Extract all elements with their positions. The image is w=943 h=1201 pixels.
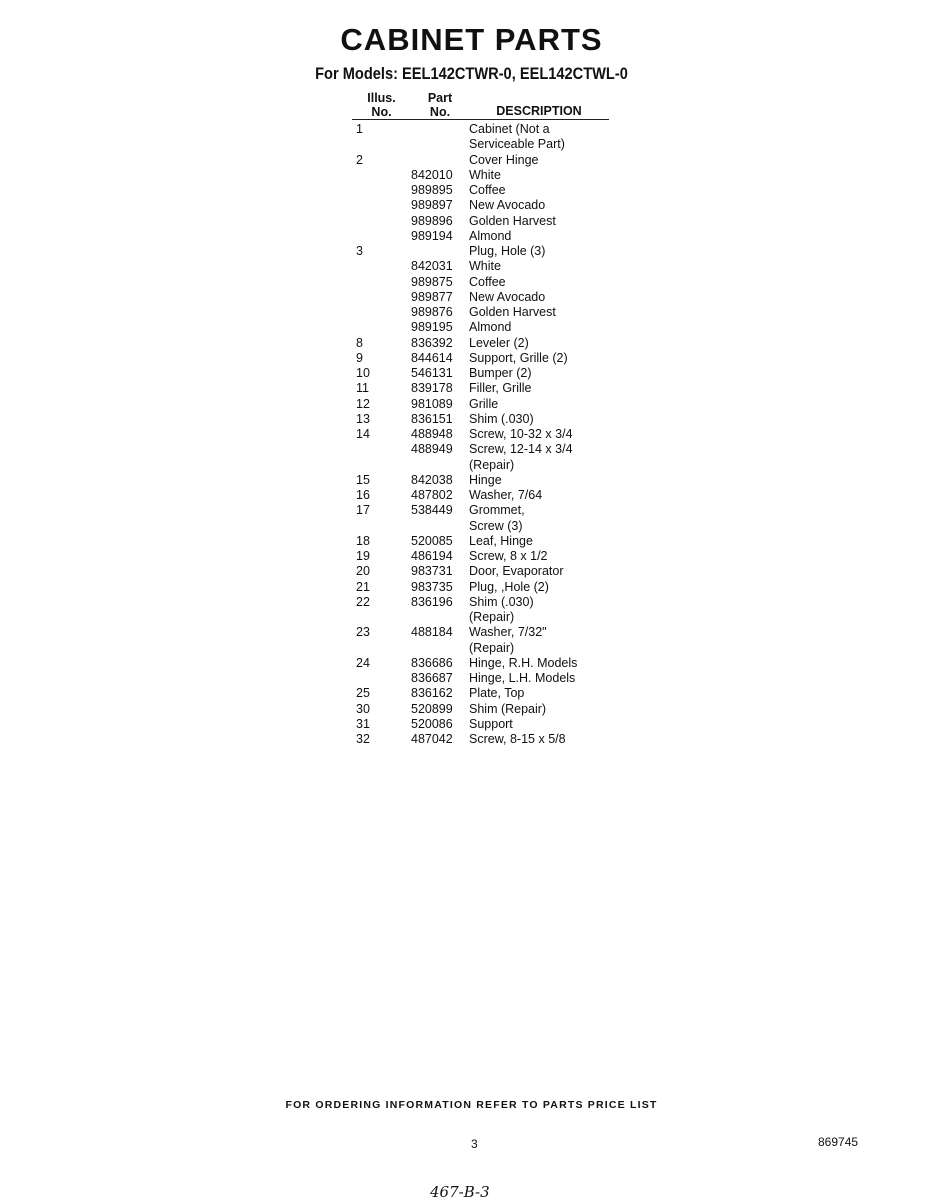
part-no-cell: 983731 — [411, 564, 453, 579]
part-no-cell: 842038 — [411, 472, 453, 487]
description-cell: Hinge — [469, 472, 502, 487]
illus-no-cell — [352, 168, 411, 183]
table-row — [352, 183, 609, 198]
description-cell: Plate, Top — [469, 686, 525, 701]
part-no-cell — [411, 153, 469, 168]
illus-no-cell: 12 — [356, 396, 370, 411]
description-cell: (Repair) — [469, 640, 515, 655]
table-row — [352, 549, 609, 564]
description-cell: Shim (Repair) — [469, 701, 547, 716]
illus-no-cell: 19 — [356, 549, 370, 563]
table-row — [352, 275, 609, 290]
page-title: CABINET PARTS — [340, 22, 603, 57]
description-cell: (Repair) — [469, 610, 515, 624]
description-cell: Cabinet (Not a — [469, 122, 550, 136]
part-no-cell: 989897 — [411, 198, 453, 213]
description-cell: Shim (.030) — [469, 411, 534, 426]
part-no-cell — [411, 519, 469, 534]
table-row — [352, 671, 609, 686]
illus-no-cell — [352, 458, 411, 473]
description-cell: Almond — [469, 228, 512, 243]
handwritten-note: 467-B-3 — [430, 1183, 490, 1201]
part-no-cell: 487802 — [411, 488, 453, 502]
description-cell: Door, Evaporator — [469, 564, 564, 579]
models-subtitle: For Models: EEL142CTWR-0, EEL142CTWL-0 — [315, 64, 628, 83]
table-row — [352, 580, 609, 595]
part-no-cell: 836162 — [411, 686, 453, 701]
part-no-cell: 488948 — [411, 427, 453, 441]
description-cell: Grommet, — [469, 503, 525, 518]
description-cell: Coffee — [469, 274, 506, 289]
illus-no-cell: 21 — [356, 579, 370, 594]
description-cell: Leveler (2) — [469, 335, 529, 350]
part-no-cell: 486194 — [411, 549, 453, 563]
description-cell: Filler, Grille — [469, 381, 532, 396]
description-cell: Screw, 12-14 x 3/4 — [469, 442, 573, 457]
part-no-cell: 487042 — [411, 732, 453, 746]
illus-no-cell: 10 — [356, 366, 370, 380]
description-cell: (Repair) — [469, 457, 515, 472]
illus-no-cell — [352, 259, 411, 274]
document-number: 869745 — [818, 1135, 859, 1149]
parts-table — [352, 91, 609, 747]
table-row — [352, 458, 609, 473]
table-row — [352, 534, 609, 549]
illus-no-cell: 1 — [356, 122, 363, 136]
part-no-cell: 989896 — [411, 213, 453, 228]
part-no-cell: 836196 — [411, 594, 453, 609]
part-no-cell: 981089 — [411, 396, 453, 411]
description-cell: Almond — [469, 320, 512, 335]
illus-no-cell: 20 — [356, 564, 370, 579]
part-no-cell — [411, 120, 469, 138]
table-row — [352, 290, 609, 305]
table-body — [352, 120, 609, 748]
table-row — [352, 259, 609, 274]
table-row — [352, 564, 609, 579]
description-cell: Screw (3) — [469, 518, 523, 533]
table-header — [352, 91, 609, 120]
description-cell: New Avocado — [469, 289, 546, 304]
illus-no-cell: 18 — [356, 533, 370, 548]
description-cell: Cover Hinge — [469, 152, 539, 167]
part-no-cell: 842010 — [411, 167, 453, 182]
table-row — [352, 120, 609, 138]
table-row — [352, 244, 609, 259]
table-header-row — [352, 91, 609, 120]
table-row — [352, 397, 609, 412]
illus-no-cell — [352, 519, 411, 534]
illus-no-cell: 23 — [356, 625, 370, 640]
part-no-cell — [411, 458, 469, 473]
part-header-line2: No. — [429, 105, 451, 119]
description-cell: Bumper (2) — [469, 366, 532, 380]
part-no-cell: 836151 — [411, 411, 453, 426]
description-cell: Plug, Hole (3) — [469, 244, 546, 258]
part-no-cell: 839178 — [411, 381, 453, 396]
illus-no-cell: 13 — [356, 411, 370, 426]
table-row — [352, 686, 609, 701]
illus-no-cell: 2 — [356, 152, 363, 167]
illus-no-cell — [352, 275, 411, 290]
part-no-cell: 520085 — [411, 533, 453, 548]
illus-no-cell — [352, 214, 411, 229]
part-no-cell: 989875 — [411, 274, 453, 289]
table-row — [352, 153, 609, 168]
table-row — [352, 137, 609, 152]
part-no-cell: 989877 — [411, 289, 453, 304]
description-cell: Shim (.030) — [469, 594, 534, 609]
description-cell: Coffee — [469, 183, 506, 197]
illus-no-cell — [352, 305, 411, 320]
illus-no-cell: 16 — [356, 488, 370, 502]
part-no-cell: 989895 — [411, 183, 453, 197]
description-cell: Serviceable Part) — [469, 137, 565, 152]
description-cell: Screw, 8 x 1/2 — [469, 549, 548, 563]
illus-no-cell: 31 — [356, 716, 370, 731]
illus-no-header — [352, 91, 411, 120]
table-row — [352, 641, 609, 656]
description-cell: New Avocado — [469, 198, 546, 213]
description-cell: Washer, 7/64 — [469, 488, 543, 502]
illus-no-cell: 11 — [356, 381, 369, 396]
illus-no-cell: 24 — [356, 655, 370, 670]
description-cell: Leaf, Hinge — [469, 533, 533, 548]
illus-no-cell — [352, 290, 411, 305]
part-no-header — [411, 91, 469, 120]
ordering-info-footer: FOR ORDERING INFORMATION REFER TO PARTS PRICE LIST — [285, 1099, 658, 1111]
illus-no-cell — [352, 641, 411, 656]
part-no-cell — [411, 641, 469, 656]
part-no-cell: 983735 — [411, 579, 453, 594]
table-row — [352, 366, 609, 381]
description-cell: Washer, 7/32" — [469, 625, 547, 640]
table-row — [352, 305, 609, 320]
illus-header-line2: No. — [371, 105, 392, 119]
illus-no-cell — [352, 610, 411, 625]
description-cell: Golden Harvest — [469, 305, 556, 319]
table-row — [352, 214, 609, 229]
part-no-cell: 989195 — [411, 320, 453, 335]
part-no-cell: 842031 — [411, 259, 453, 274]
part-no-cell: 836686 — [411, 655, 453, 670]
description-header: DESCRIPTION — [496, 104, 582, 118]
illus-no-cell — [352, 442, 411, 457]
part-no-cell: 520086 — [411, 716, 453, 731]
illus-no-cell — [352, 198, 411, 213]
table-row — [352, 473, 609, 488]
illus-no-cell: 3 — [356, 244, 363, 258]
part-no-cell: 836392 — [411, 335, 453, 350]
part-no-cell — [411, 137, 469, 152]
description-cell: White — [469, 259, 501, 274]
table-row — [352, 381, 609, 396]
table-row — [352, 351, 609, 366]
description-cell: Grille — [469, 396, 499, 411]
description-cell: Hinge, R.H. Models — [469, 655, 578, 670]
part-no-cell: 538449 — [411, 503, 453, 518]
table-row — [352, 488, 609, 503]
table-row — [352, 229, 609, 244]
table-row — [352, 656, 609, 671]
illus-no-cell: 9 — [356, 350, 363, 365]
page-number: 3 — [471, 1137, 478, 1151]
part-header-line1: Part — [427, 91, 453, 105]
illus-no-cell — [352, 183, 411, 198]
part-no-cell: 488184 — [411, 625, 453, 640]
table-row — [352, 732, 609, 747]
part-no-cell: 844614 — [411, 350, 453, 365]
description-cell: Screw, 10-32 x 3/4 — [469, 427, 573, 441]
table-row — [352, 427, 609, 442]
description-cell: Screw, 8-15 x 5/8 — [469, 732, 566, 746]
illus-no-cell: 17 — [356, 503, 370, 518]
description-cell: Golden Harvest — [469, 213, 556, 228]
part-no-cell — [411, 244, 469, 259]
illus-no-cell: 8 — [356, 335, 363, 350]
table-row — [352, 168, 609, 183]
illus-no-cell: 15 — [356, 472, 370, 487]
table-row — [352, 595, 609, 610]
illus-no-cell — [352, 671, 411, 686]
illus-no-cell: 14 — [356, 427, 370, 441]
illus-no-cell: 30 — [356, 701, 370, 716]
description-cell: Support — [469, 716, 513, 731]
part-no-cell — [411, 610, 469, 625]
illus-no-cell: 22 — [356, 594, 370, 609]
part-no-cell: 488949 — [411, 442, 453, 457]
part-no-cell: 989194 — [411, 228, 453, 243]
illus-no-cell — [352, 320, 411, 335]
illus-no-cell: 25 — [356, 686, 370, 701]
part-no-cell: 989876 — [411, 305, 453, 319]
table-row — [352, 320, 609, 335]
description-cell: Plug, ,Hole (2) — [469, 579, 549, 594]
table-row — [352, 625, 609, 640]
description-cell: White — [469, 167, 501, 182]
illus-no-cell — [352, 137, 411, 152]
part-no-cell: 546131 — [411, 366, 453, 380]
part-no-cell: 836687 — [411, 671, 453, 685]
table-row — [352, 442, 609, 457]
illus-header-line1: Illus. — [367, 91, 396, 105]
illus-no-cell: 32 — [356, 732, 370, 746]
table-row — [352, 717, 609, 732]
table-row — [352, 503, 609, 518]
table-row — [352, 412, 609, 427]
description-cell: Support, Grille (2) — [469, 350, 568, 365]
table-row — [352, 702, 609, 717]
table-row — [352, 336, 609, 351]
table-row — [352, 519, 609, 534]
table-row — [352, 198, 609, 213]
description-cell: Hinge, L.H. Models — [469, 671, 576, 685]
illus-no-cell — [352, 229, 411, 244]
table-row — [352, 610, 609, 625]
part-no-cell: 520899 — [411, 701, 453, 716]
